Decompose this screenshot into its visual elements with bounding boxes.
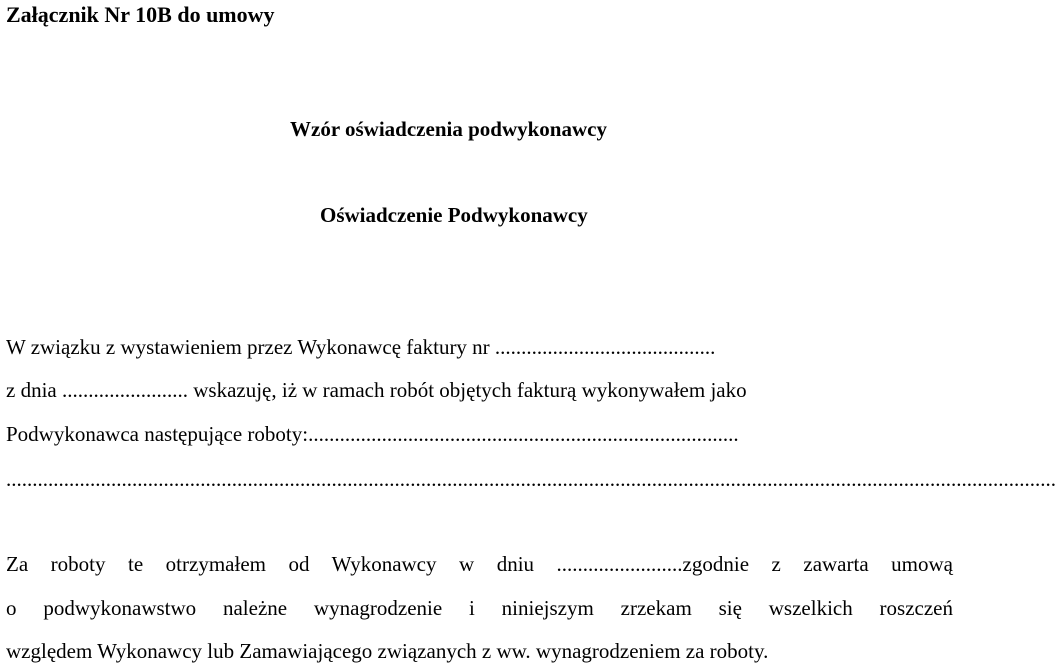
statement-line-waiver: o podwykonawstwo należne wynagrodzenie i niniejszym zrzekam się wszelkich roszczeń xyxy=(6,596,953,620)
statement-title: Oświadczenie Podwykonawcy xyxy=(320,203,588,227)
template-title: Wzór oświadczenia podwykonawcy xyxy=(290,117,607,141)
statement-line-works: Podwykonawca następujące roboty:.................................................................................. xyxy=(6,422,739,446)
annex-header: Załącznik Nr 10B do umowy xyxy=(6,2,275,27)
statement-line-closing: względem Wykonawcy lub Zamawiającego związanych z ww. wynagrodzeniem za roboty. xyxy=(6,639,769,663)
statement-line-works-continued: ........................................................................................................................................................................................................ xyxy=(6,467,1056,491)
statement-line-date: z dnia ........................ wskazuję, iż w ramach robót objętych fakturą wykonywałem jako xyxy=(6,378,747,402)
statement-line-payment: Za roboty te otrzymałem od Wykonawcy w dniu ........................zgodnie z zawarta umową xyxy=(6,552,953,576)
statement-line-invoice: W związku z wystawieniem przez Wykonawcę faktury nr .......................................... xyxy=(6,335,716,359)
